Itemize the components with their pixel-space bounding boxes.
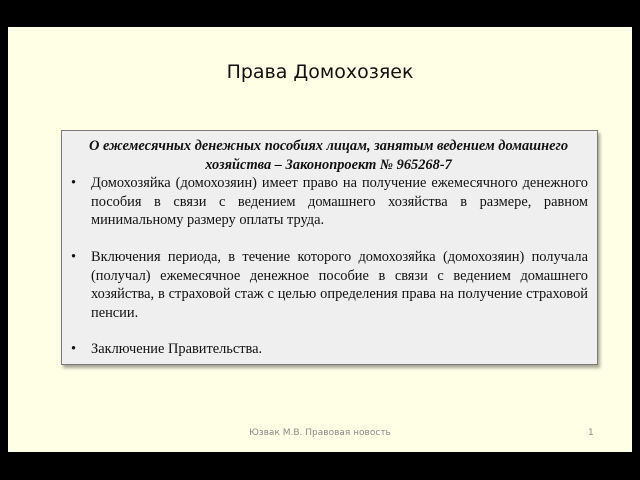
page-number: 1 [588, 428, 594, 438]
box-heading: О ежемесячных денежных пособиях лицам, занятым ведением домашнего хозяйства – Законопроект № 965268-7 [88, 138, 569, 173]
list-item [69, 174, 588, 230]
bullet-icon: • [71, 175, 77, 192]
content-box [61, 130, 598, 365]
slide [8, 27, 632, 452]
list-item-text: Включения периода, в течение которого домохозяйка (домохозяин) получала (получал) ежемесячное денежное пособие в связи с ведением домашнего хозяйства, в страховой стаж с целью определения права на получение страховой пенсии. [91, 248, 588, 321]
list-item [69, 340, 588, 359]
bullet-icon: • [71, 248, 77, 265]
bullet-list [69, 174, 588, 359]
list-item-text: Домохозяйка (домохозяин) имеет право на получение ежемесячного денежного пособия в связи с ведением домашнего хозяйства в размере, равном минимальному размеру оплаты труда. [91, 175, 588, 229]
slide-title: Права Домохозяек [226, 61, 414, 83]
bullet-icon: • [71, 341, 77, 358]
footer-author: Юзвак М.В. Правовая новость [249, 428, 391, 438]
list-item-text: Заключение Правительства. [91, 341, 263, 358]
list-item [69, 248, 588, 322]
